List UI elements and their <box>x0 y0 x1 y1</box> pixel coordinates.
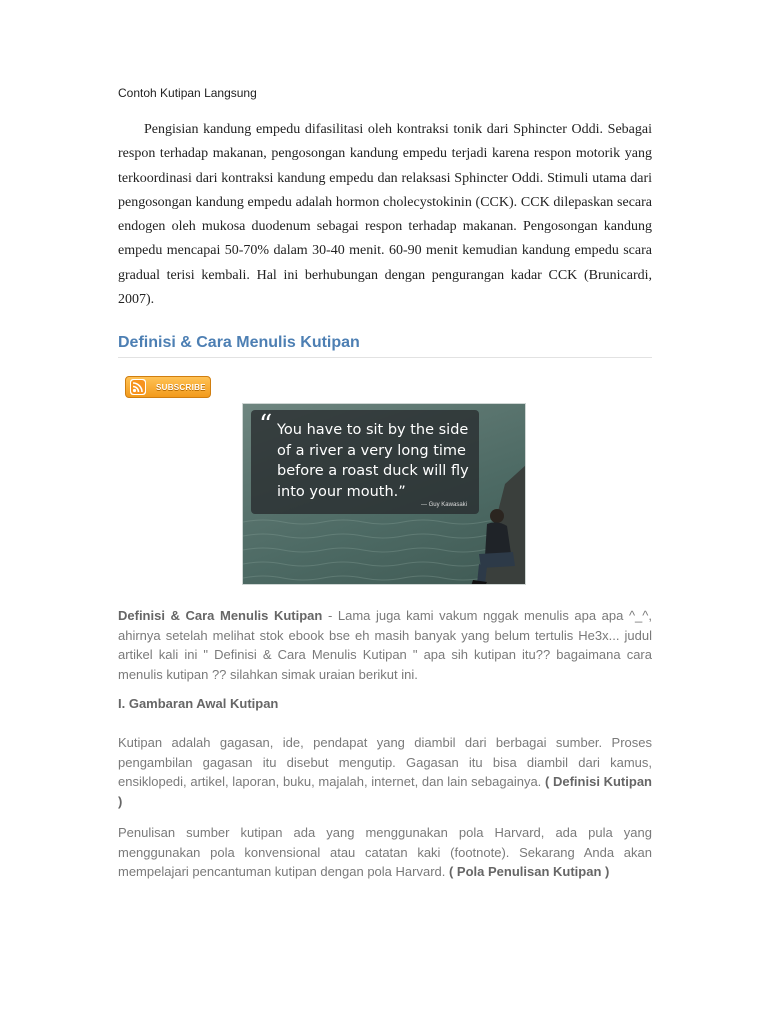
subscribe-button[interactable] <box>125 376 211 398</box>
quote-box <box>251 410 479 514</box>
intro-bold: Definisi & Cara Menulis Kutipan <box>118 608 323 623</box>
definition-paragraph <box>118 733 652 811</box>
section-title: Definisi & Cara Menulis Kutipan <box>118 334 360 351</box>
harvard-bold: ( Pola Penulisan Kutipan ) <box>448 864 610 879</box>
intro-paragraph <box>118 606 652 684</box>
subscribe-label: SUBSCRIBE <box>156 382 206 392</box>
sitting-person-figure <box>469 504 525 585</box>
sub-heading: I. Gambaran Awal Kutipan <box>118 696 279 711</box>
quote-image <box>242 403 526 585</box>
section-divider <box>118 357 652 358</box>
direct-quote-paragraph: Pengisian kandung empedu difasilitasi oleh kontraksi tonik dari Sphincter Oddi. Sebagai respon terhadap makanan, pengosongan kandung empedu terjadi karena respon motorik yang terkoordinasi dari kontraksi kandung empedu dan relaksasi Sphincter Oddi. Stimuli utama dari pengosongan kandung empedu adalah hormon cholecystokinin (CCK). CCK dilepaskan secara endogen oleh mukosa duodenum sebagai respon terhadap makanan. Pengosongan kandung empedu mencapai 50-70% dalam 30-40 menit. 60-90 menit kemudian kandung empedu scara gradual terisi kembali. Hal ini berhubungan dengan pengurangan kadar CCK (Brunicardi, 2007). <box>118 122 652 308</box>
rss-icon <box>130 379 146 395</box>
quote-open-mark: “ <box>259 410 273 440</box>
harvard-text: Penulisan sumber kutipan ada yang menggunakan pola Harvard, ada pula yang menggunakan pola konvensional atau catatan kaki (footnote). Sekarang Anda akan mempelajari pencantuman kutipan dengan pola Harvard. <box>118 825 652 879</box>
quote-text: You have to sit by the side of a river a very long time before a roast duck will fly into your mouth.” <box>277 422 469 500</box>
intro-text: - Lama juga kami vakum nggak menulis apa apa ^_^, ahirnya setelah melihat stok ebook bse eh masih banyak yang belum tertulis He3x... judul artikel kali ini " Definisi & Cara Menulis Kutipan " apa sih kutipan itu?? bagaimana cara menulis kutipan ?? silahkan simak uraian berikut ini. <box>118 608 652 682</box>
definition-bold: ( Definisi Kutipan ) <box>118 774 652 809</box>
quote-author: — Guy Kawasaki <box>420 502 467 508</box>
top-heading: Contoh Kutipan Langsung <box>118 86 257 100</box>
definition-text: Kutipan adalah gagasan, ide, pendapat yang diambil dari berbagai sumber. Proses pengambilan gagasan itu disebut mengutip. Gagasan itu bisa diambil dari kamus, ensiklopedi, artikel, laporan, buku, majalah, internet, dan lain sebagainya. <box>118 735 652 789</box>
harvard-paragraph <box>118 823 652 882</box>
